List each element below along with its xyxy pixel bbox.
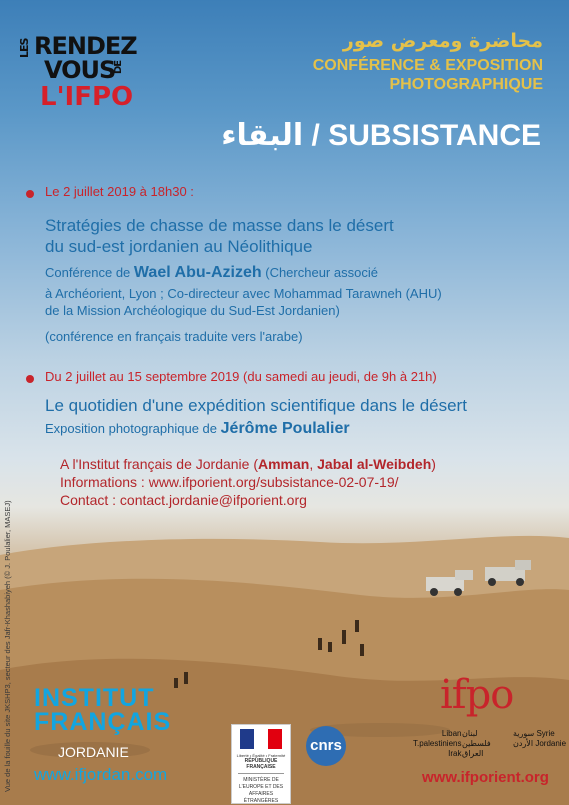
venue — [60, 456, 436, 472]
arabic-subtitle: محاضرة ومعرض صور — [342, 30, 543, 52]
conference-date: Le 2 juillet 2019 à 18h30 : — [45, 184, 194, 199]
conference-title-2: du sud-est jordanien au Néolithique — [45, 237, 313, 256]
venue-suffix: ) — [431, 456, 436, 472]
logo-de: DE — [113, 60, 124, 74]
speaker-role: (Chercheur associé — [265, 265, 378, 280]
contact-email[interactable]: Contact : contact.jordanie@ifporient.org — [60, 492, 307, 508]
country-liban-ar: لبنان — [462, 729, 478, 738]
conference-title-1: Stratégies de chasse de masse dans le désert — [45, 216, 394, 235]
republique-francaise-logo — [231, 724, 291, 804]
ifporient-link[interactable]: www.ifporient.org — [422, 769, 549, 786]
ifjordan-link[interactable]: www.ifjordan.com — [34, 765, 168, 784]
ifpo-wordmark: ifpo — [440, 672, 514, 718]
ifpo-countries-fr — [413, 729, 461, 759]
ifpo-countries-ar — [462, 729, 491, 759]
logo-les: LES — [18, 38, 31, 58]
country-liban: Liban — [441, 729, 462, 738]
ifpo-syrie-jordanie — [513, 729, 566, 749]
logo-lifpo: L'IFPO — [40, 82, 134, 112]
country-irak-ar: العراق — [462, 749, 484, 758]
if-jordanie: JORDANIE — [58, 744, 129, 760]
speaker-name: Wael Abu-Azizeh — [133, 264, 262, 281]
country-irak: Irak — [448, 749, 462, 758]
exhibition-photographer — [45, 420, 350, 438]
if-francais: FRANÇAIS — [34, 708, 172, 736]
speaker-prefix: Conférence de — [45, 265, 134, 280]
if-institut: INSTITUT — [34, 684, 155, 712]
venue-separator: , — [309, 456, 318, 472]
exhibition-date-range: Du 2 juillet au 15 septembre 2019 — [45, 369, 240, 384]
ministere-label: MINISTÈRE DE L'EUROPE ET DES AFFAIRES ÉTRANGÈRES — [238, 777, 284, 804]
rf-motto: Liberté • Égalité • Fraternité — [236, 753, 286, 758]
cnrs-logo: cnrs — [306, 726, 346, 766]
country-palestine-ar: فلسطين — [462, 739, 491, 748]
country-palestine: T.palestiniens — [413, 739, 462, 748]
venue-city: Amman — [258, 456, 310, 472]
venue-district: Jabal al-Weibdeh — [317, 456, 432, 472]
bullet-icon — [26, 375, 34, 383]
logo-vous: VOUS — [44, 56, 116, 84]
venue-prefix: A l'Institut français de Jordanie ( — [60, 456, 258, 472]
conference-exposition — [313, 56, 543, 94]
page-title: البقاء / SUBSISTANCE — [221, 119, 541, 152]
jordanie-ar: الأردن — [513, 739, 534, 748]
header-line2: PHOTOGRAPHIQUE — [389, 76, 543, 93]
conference-speaker — [45, 264, 378, 282]
photographer-prefix: Exposition photographique de — [45, 421, 221, 436]
info-link[interactable]: Informations : www.ifporient.org/subsistance-02-07-19/ — [60, 474, 399, 490]
exhibition-title: Le quotidien d'une expédition scientifique dans le désert — [45, 396, 467, 415]
photographer-name: Jérôme Poulalier — [220, 420, 350, 437]
conference-affiliation: à Archéorient, Lyon ; Co-directeur avec Mohammad Tarawneh (AHU) — [45, 286, 442, 301]
header-line1: CONFÉRENCE & EXPOSITION — [312, 57, 543, 74]
conference-mission: de la Mission Archéologique du Sud-Est Jordanien) — [45, 303, 340, 318]
institut-francais-logo — [34, 686, 171, 734]
exhibition-hours: (du samedi au jeudi, de 9h à 21h) — [243, 369, 437, 384]
bullet-icon — [26, 190, 34, 198]
syrie: Syrie — [536, 729, 555, 738]
photo-credit: Vue de la fouille du site JKSHP3, secteur des Jafr-Khashabiyeh (© J. Poulalier, MASEJ) — [3, 500, 12, 792]
exhibition-dates — [45, 369, 437, 384]
rf-label: RÉPUBLIQUE FRANÇAISE — [244, 758, 278, 770]
logo-rendez: RENDEZ — [34, 32, 137, 60]
syrie-ar: سورية — [513, 729, 535, 738]
conference-translation-note: (conférence en français traduite vers l'arabe) — [45, 329, 303, 344]
jordanie: Jordanie — [535, 739, 567, 748]
marianne-icon — [232, 725, 290, 753]
